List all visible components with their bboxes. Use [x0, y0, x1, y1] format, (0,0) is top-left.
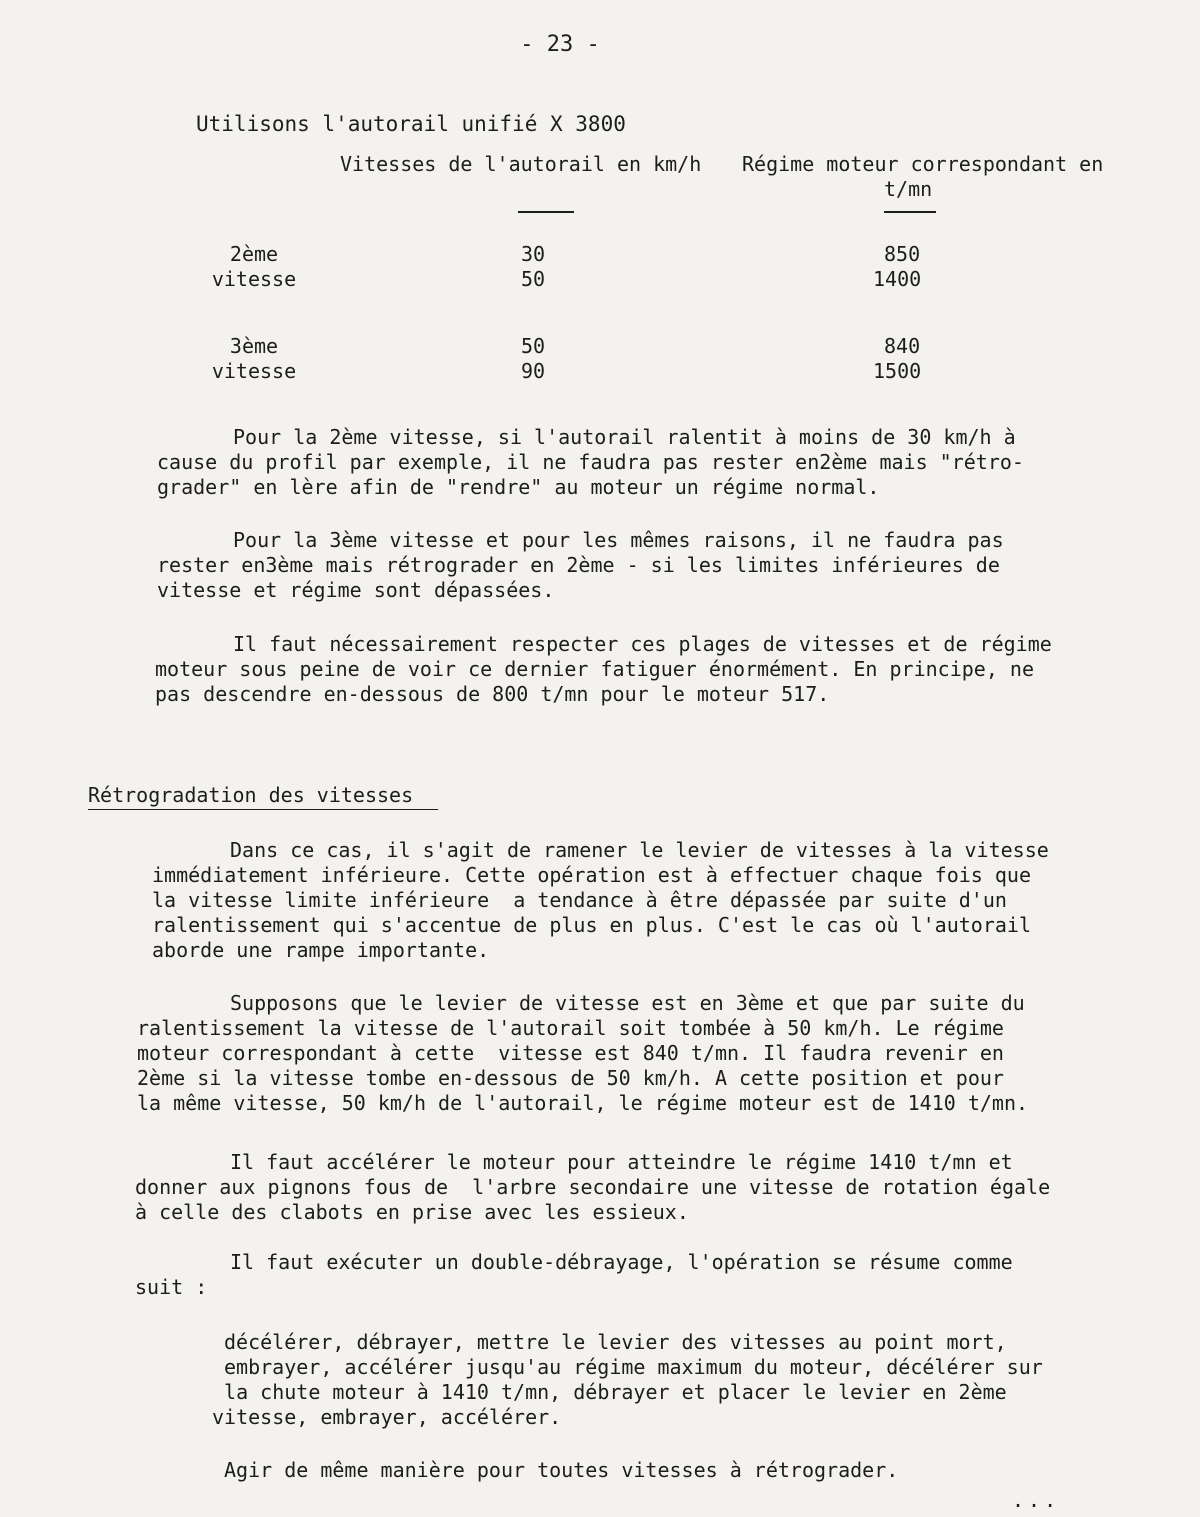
paragraph-line: Supposons que le levier de vitesse est en 3ème et que par suite du: [230, 991, 1025, 1015]
paragraph-line: Pour la 3ème vitesse et pour les mêmes raisons, il ne faudra pas: [233, 528, 1004, 552]
paragraph-line: Dans ce cas, il s'agit de ramener le levier de vitesses à la vitesse: [230, 838, 1049, 862]
paragraph-line: la même vitesse, 50 km/h de l'autorail, le régime moteur est de 1410 t/mn.: [137, 1091, 1029, 1115]
rpm-value: 850: [884, 242, 921, 266]
paragraph-line: moteur sous peine de voir ce dernier fatiguer énormément. En principe, ne: [155, 657, 1034, 681]
speed-value: 90: [521, 359, 546, 383]
paragraph-line: Pour la 2ème vitesse, si l'autorail ralentit à moins de 30 km/h à: [233, 425, 1016, 449]
row-label-2eme: 2ème: [229, 242, 279, 266]
paragraph-line: Il faut exécuter un double-débrayage, l'opération se résume comme: [230, 1250, 1013, 1274]
paragraph-line: embrayer, accélérer jusqu'au régime maximum du moteur, décélérer sur: [224, 1355, 1043, 1379]
page-number: - 23 -: [520, 32, 600, 57]
speed-header-rule: [518, 211, 574, 213]
continuation-mark: ...: [1012, 1488, 1061, 1512]
rpm-header-rule: [884, 211, 936, 213]
paragraph-line: rester en3ème mais rétrograder en 2ème - si les limites inférieures de: [157, 553, 1000, 577]
rpm-value: 1400: [873, 267, 922, 291]
speed-value: 50: [521, 334, 546, 358]
paragraph-line: la vitesse limite inférieure a tendance à être dépassée par suite d'un: [152, 888, 1007, 912]
paragraph-line: décélérer, débrayer, mettre le levier des vitesses au point mort,: [224, 1330, 1007, 1354]
paragraph-line: Il faut accélérer le moteur pour atteindre le régime 1410 t/mn et: [230, 1150, 1013, 1174]
row-label-3eme: 3ème: [229, 334, 279, 358]
intro-line: Utilisons l'autorail unifié X 3800: [196, 112, 626, 136]
paragraph-line: suit :: [135, 1275, 208, 1299]
rpm-value: 1500: [873, 359, 922, 383]
paragraph-line: moteur correspondant à cette vitesse est 840 t/mn. Il faudra revenir en: [137, 1041, 1004, 1065]
paragraph-line: immédiatement inférieure. Cette opération est à effectuer chaque fois que: [152, 863, 1031, 887]
paragraph-line: Il faut nécessairement respecter ces plages de vitesses et de régime: [233, 632, 1052, 656]
table-header-speed: Vitesses de l'autorail en km/h: [340, 152, 702, 176]
paragraph-line: donner aux pignons fous de l'arbre secondaire une vitesse de rotation égale: [135, 1175, 1051, 1199]
paragraph-line: grader" en lère afin de "rendre" au moteur un régime normal.: [157, 475, 880, 499]
paragraph-line: à celle des clabots en prise avec les essieux.: [135, 1200, 689, 1224]
table-header-rpm-line1: Régime moteur correspondant en: [742, 152, 1104, 176]
table-header-rpm-line2: t/mn: [884, 177, 933, 201]
section-heading-underline: [88, 809, 438, 810]
paragraph-line: vitesse, embrayer, accélérer.: [212, 1405, 562, 1429]
speed-value: 50: [521, 267, 546, 291]
paragraph-line: la chute moteur à 1410 t/mn, débrayer et placer le levier en 2ème: [212, 1380, 1007, 1404]
section-heading: Rétrogradation des vitesses: [88, 783, 414, 807]
paragraph-line: ralentissement la vitesse de l'autorail soit tombée à 50 km/h. Le régime: [137, 1016, 1004, 1040]
paragraph-line: Agir de même manière pour toutes vitesses à rétrograder.: [224, 1458, 899, 1482]
row-label-vitesse: vitesse: [211, 359, 297, 383]
row-label-vitesse: vitesse: [211, 267, 297, 291]
paragraph-line: vitesse et régime sont dépassées.: [157, 578, 555, 602]
paragraph-line: aborde une rampe importante.: [152, 938, 490, 962]
paragraph-line: ralentissement qui s'accentue de plus en plus. C'est le cas où l'autorail: [152, 913, 1031, 937]
paragraph-line: 2ème si la vitesse tombe en-dessous de 50 km/h. A cette position et pour: [137, 1066, 1004, 1090]
paragraph-line: cause du profil par exemple, il ne faudra pas rester en2ème mais "rétro-: [157, 450, 1024, 474]
rpm-value: 840: [884, 334, 921, 358]
speed-value: 30: [521, 242, 546, 266]
paragraph-line: pas descendre en-dessous de 800 t/mn pour le moteur 517.: [155, 682, 830, 706]
